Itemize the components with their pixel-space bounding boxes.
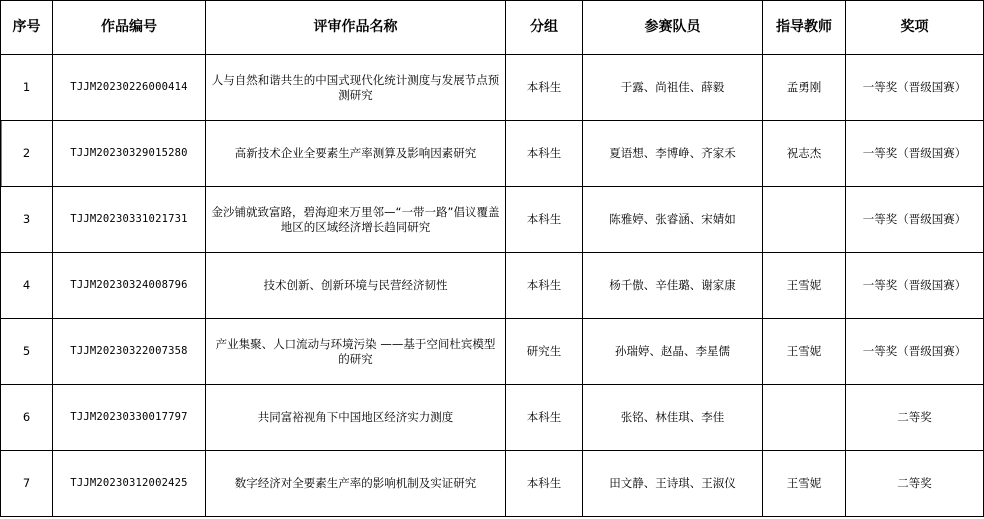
entry-code-cell: TJJM20230330017797 <box>53 385 206 451</box>
team-members-cell: 陈雅婷、张睿涵、宋婧如 <box>583 187 763 253</box>
group-cell: 本科生 <box>506 187 583 253</box>
group-cell: 本科生 <box>506 253 583 319</box>
award-cell: 二等奖 <box>846 385 984 451</box>
header-team-members: 参赛队员 <box>583 1 763 55</box>
entry-code-cell: TJJM20230324008796 <box>53 253 206 319</box>
advisor-cell: 孟勇刚 <box>763 55 846 121</box>
entry-title-cell: 技术创新、创新环境与民营经济韧性 <box>206 253 506 319</box>
advisor-cell: 王雪妮 <box>763 253 846 319</box>
serial-number-cell: 3 <box>1 187 53 253</box>
header-entry-title: 评审作品名称 <box>206 1 506 55</box>
entry-title-cell: 金沙铺就致富路，碧海迎来万里邻—“一带一路”倡议覆盖地区的区域经济增长趋同研究 <box>206 187 506 253</box>
entry-code-cell: TJJM20230312002425 <box>53 451 206 517</box>
table-row <box>1 253 984 319</box>
table-row <box>1 385 984 451</box>
header-advisor: 指导教师 <box>763 1 846 55</box>
group-cell: 本科生 <box>506 385 583 451</box>
serial-number-cell: 4 <box>1 253 53 319</box>
table-row <box>1 121 984 187</box>
advisor-cell: 祝志杰 <box>763 121 846 187</box>
entry-title-cell: 高新技术企业全要素生产率测算及影响因素研究 <box>206 121 506 187</box>
entry-code-cell: TJJM20230322007358 <box>53 319 206 385</box>
award-cell: 一等奖（晋级国赛） <box>846 319 984 385</box>
award-cell: 二等奖 <box>846 451 984 517</box>
team-members-cell: 张铭、林佳琪、李佳 <box>583 385 763 451</box>
team-members-cell: 孙瑞婷、赵晶、李星儒 <box>583 319 763 385</box>
advisor-cell: 王雪妮 <box>763 451 846 517</box>
group-cell: 本科生 <box>506 451 583 517</box>
entry-code-cell: TJJM20230331021731 <box>53 187 206 253</box>
group-cell: 研究生 <box>506 319 583 385</box>
table-row <box>1 187 984 253</box>
header-group: 分组 <box>506 1 583 55</box>
serial-number-cell: 2 <box>1 121 53 187</box>
award-cell: 一等奖（晋级国赛） <box>846 253 984 319</box>
header-award: 奖项 <box>846 1 984 55</box>
entry-title-cell: 共同富裕视角下中国地区经济实力测度 <box>206 385 506 451</box>
team-members-cell: 杨千傲、辛佳璐、谢家康 <box>583 253 763 319</box>
header-row <box>1 1 984 55</box>
team-members-cell: 田文静、王诗琪、王淑仪 <box>583 451 763 517</box>
serial-number-cell: 5 <box>1 319 53 385</box>
award-cell: 一等奖（晋级国赛） <box>846 121 984 187</box>
table-row <box>1 55 984 121</box>
table-row <box>1 451 984 517</box>
table-row <box>1 319 984 385</box>
award-cell: 一等奖（晋级国赛） <box>846 187 984 253</box>
serial-number-cell: 7 <box>1 451 53 517</box>
award-cell: 一等奖（晋级国赛） <box>846 55 984 121</box>
entry-code-cell: TJJM20230226000414 <box>53 55 206 121</box>
entry-title-cell: 数字经济对全要素生产率的影响机制及实证研究 <box>206 451 506 517</box>
header-entry-code: 作品编号 <box>53 1 206 55</box>
advisor-cell <box>763 187 846 253</box>
team-members-cell: 于露、尚祖佳、薛毅 <box>583 55 763 121</box>
group-cell: 本科生 <box>506 121 583 187</box>
entry-code-cell: TJJM20230329015280 <box>53 121 206 187</box>
serial-number-cell: 6 <box>1 385 53 451</box>
entry-title-cell: 人与自然和谐共生的中国式现代化统计测度与发展节点预测研究 <box>206 55 506 121</box>
group-cell: 本科生 <box>506 55 583 121</box>
advisor-cell <box>763 385 846 451</box>
entry-title-cell: 产业集聚、人口流动与环境污染 ——基于空间杜宾模型的研究 <box>206 319 506 385</box>
team-members-cell: 夏语想、李博峥、齐家禾 <box>583 121 763 187</box>
advisor-cell: 王雪妮 <box>763 319 846 385</box>
header-serial-number: 序号 <box>1 1 53 55</box>
serial-number-cell: 1 <box>1 55 53 121</box>
